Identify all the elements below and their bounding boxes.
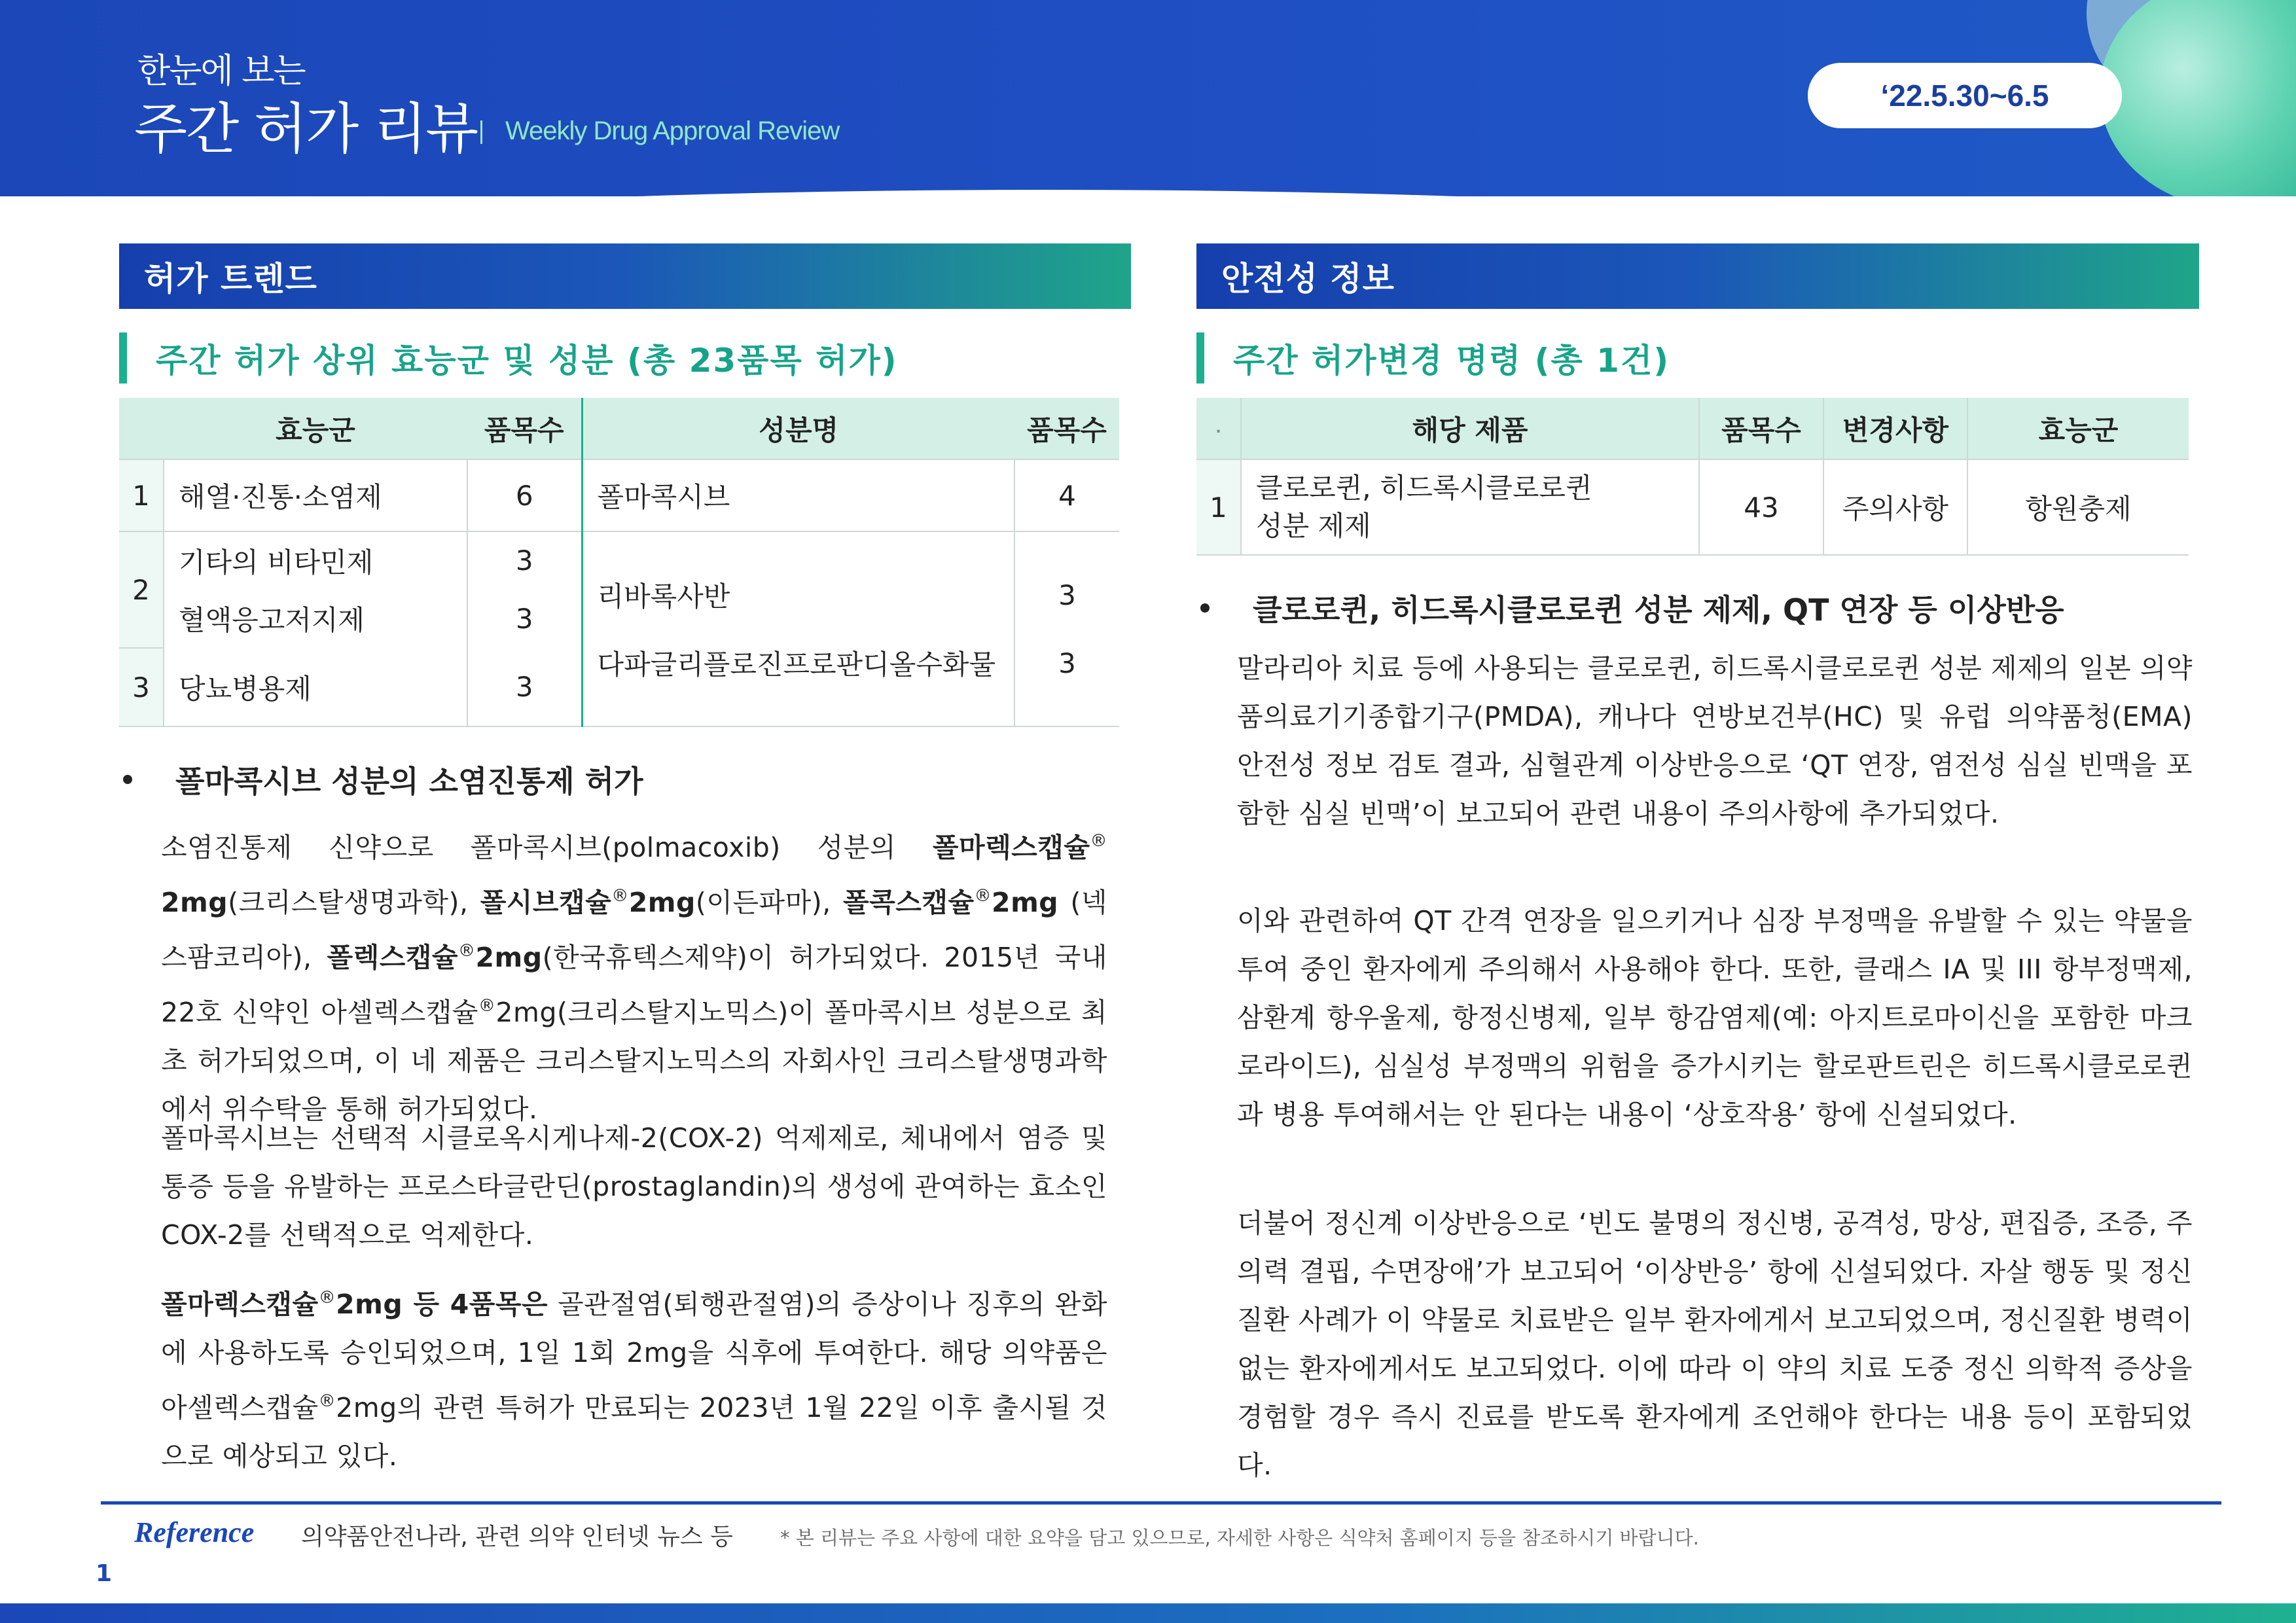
header-curve [0, 190, 2225, 196]
ingredient-list-cell [582, 531, 1014, 726]
paragraph [161, 1274, 1107, 1480]
text: 골관절염(퇴행관절염)의 증상이나 징후의 완화에 사용하도록 승인되었으며, 1일 1회 2mg을 식후에 투여한다. 해당 의약품은 아셀렉스캡슐 [161, 1289, 1107, 1423]
heading-marker [1196, 332, 1204, 383]
count-cell: 3 [467, 648, 582, 726]
table-header-blank: . [1196, 398, 1241, 459]
text: (크리스탈생명과학), [228, 887, 480, 918]
class-cell: 기타의 비타민제 [164, 531, 467, 589]
table-header: 해당 제품 [1241, 398, 1699, 459]
registered-mark: ® [1090, 831, 1107, 851]
date-range-badge [1808, 63, 2122, 128]
text: 2mg(크리스탈지노믹스)이 폴마콕시브 성분으로 최초 허가되었으며, 이 네 제품은 크리스탈지노믹스의 자회사인 크리스탈생명과학에서 위수탁을 통해 허가되었다. [161, 997, 1108, 1125]
ingredient-name: 다파글리플로진프로판디올수화물 [597, 649, 996, 681]
text: (이든파마), [695, 887, 844, 918]
table-header: 변경사항 [1823, 398, 1967, 459]
product-line: 성분 제제 [1256, 510, 1371, 542]
sub-heading-text: 주간 허가변경 명령 (총 1건) [1233, 342, 1670, 380]
product-name: 폴렉스캡슐 [327, 942, 459, 973]
section-title: 허가 트렌드 [144, 260, 317, 298]
class-cell: 당뇨병용제 [164, 648, 467, 726]
registered-mark: ® [458, 941, 476, 961]
sub-heading-top-classes [119, 332, 898, 383]
reference-note: * 본 리뷰는 주요 사항에 대한 요약을 담고 있으므로, 자세한 사항은 식약처 홈페이지 등을 참조하시기 바랍니다. [780, 1527, 1699, 1549]
ingredient-cell: 폴마콕시브 [582, 459, 1014, 531]
text: 소염진통제 신약으로 폴마콕시브(polmacoxib) 성분의 [161, 832, 933, 863]
section-bar-safety-info [1196, 243, 2199, 309]
section-title: 안전성 정보 [1221, 260, 1395, 298]
sub-heading-change-orders [1196, 332, 1670, 383]
bullet-heading-text: 클로로퀸, 히드록시클로로퀸 성분 제제, QT 연장 등 이상반응 [1253, 592, 2064, 628]
rank-cell: 3 [119, 648, 164, 726]
table-header-row [1196, 398, 2189, 459]
header-decoration-circle [2100, 0, 2296, 196]
product-dose: 2mg [628, 887, 696, 918]
count-cell: 43 [1699, 459, 1823, 555]
rank-cell: 2 [119, 531, 164, 648]
product-dose: 2mg [475, 942, 543, 973]
paragraph: 폴마콕시브는 선택적 시클로옥시게나제-2(COX-2) 억제제로, 체내에서 염증 및 통증 등을 유발하는 프로스타글란딘(prostaglandin)의 생성에 관여하는 효소인 COX-2를 선택적으로 억제한다. [161, 1122, 1107, 1251]
sub-heading-text: 주간 허가 상위 효능군 및 성분 (총 23품목 허가) [156, 342, 898, 380]
change-cell: 주의사항 [1823, 459, 1967, 555]
table-header: 품목수 [467, 398, 582, 459]
paragraph [161, 817, 1107, 1133]
heading-marker [119, 332, 127, 383]
bottom-band [0, 1603, 2296, 1623]
product-cell [1241, 459, 1699, 555]
registered-mark: ® [478, 996, 496, 1016]
registered-mark: ® [611, 886, 629, 906]
footer-divider [101, 1501, 2221, 1505]
table-row [119, 459, 1119, 531]
table-header: 품목수 [1699, 398, 1823, 459]
text: 2mg의 관련 특허가 만료되는 2023년 1월 22일 이후 출시될 것으로 예상되고 있다. [161, 1392, 1107, 1472]
paragraph: 이와 관련하여 QT 간격 연장을 일으키거나 심장 부정맥을 유발할 수 있는 약물을 투여 중인 환자에게 주의해서 사용해야 한다. 또한, 클래스 IA 및 III 항부정맥제, 삼환계 항우울제, 항정신병제, 일부 항감염제(예: 아지트로마이신을 포함한 마크로라이드), 심실성 부정맥의 위험을 증가시키는 할로판트린은 히드록시클로로퀸과 병용 투여해서는 안 된다는 내용이 ‘상호작용’ 항에 신설되었다. [1237, 905, 2193, 1130]
class-cell: 항원충제 [1967, 459, 2189, 555]
table-header: 효능군 [164, 398, 467, 459]
class-cell: 혈액응고저지제 [164, 589, 467, 648]
bullet-heading-text: 폴마콕시브 성분의 소염진통제 허가 [175, 764, 643, 799]
section-bar-approval-trend [119, 243, 1131, 309]
table-row [119, 531, 1119, 589]
table-row [1196, 459, 2189, 555]
class-cell: 해열·진통·소염제 [164, 459, 467, 531]
reference-text: 의약품안전나라, 관련 의약 인터넷 뉴스 등 [301, 1524, 733, 1550]
count-cell: 3 [467, 531, 582, 589]
table-header: 효능군 [1967, 398, 2189, 459]
product-dose: 2mg [161, 887, 228, 918]
count-value: 3 [1058, 579, 1076, 611]
page-number: 1 [96, 1560, 113, 1587]
count-cell: 4 [1014, 459, 1119, 531]
product-dose: 2mg [992, 887, 1059, 918]
rank-cell: 1 [119, 459, 164, 531]
bullet-dot [1200, 603, 1210, 613]
header-subtitle: 한눈에 보는 [137, 52, 305, 91]
registered-mark: ® [974, 886, 992, 906]
change-order-table [1196, 398, 2189, 556]
table-header-blank [119, 398, 164, 459]
paragraph: 말라리아 치료 등에 사용되는 클로로퀸, 히드록시클로로퀸 성분 제제의 일본 의약품의료기기종합기구(PMDA), 캐나다 연방보건부(HC) 및 유럽 의약품청(EMA) 안전성 정보 검토 결과, 심혈관계 이상반응으로 ‘QT 연장, 염전성 심실 빈맥을 포함한 심실 빈맥’이 보고되어 관련 내용이 주의사항에 추가되었다. [1237, 652, 2193, 829]
header-english-title: Weekly Drug Approval Review [505, 116, 840, 145]
table-header: 품목수 [1014, 398, 1119, 459]
product-name: 폴마렉스캡슐 [161, 1289, 319, 1320]
text: (넥스팜코리아), [161, 887, 1107, 973]
product-dose: 2mg 등 4품목은 [336, 1289, 548, 1320]
product-name: 폴마렉스캡슐 [932, 832, 1090, 863]
bullet-dot [123, 775, 132, 784]
table-header-row [119, 398, 1119, 459]
bullet-heading [119, 758, 643, 801]
approval-table [119, 398, 1119, 727]
count-cell: 6 [467, 459, 582, 531]
ingredient-count-list-cell [1014, 531, 1119, 726]
bullet-heading [1196, 586, 2064, 630]
date-range-text: ‘22.5.30~6.5 [1880, 79, 2049, 113]
header-title: 주간 허가 리뷰 [134, 97, 478, 161]
product-line: 클로로퀸, 히드록시클로로퀸 [1256, 472, 1592, 504]
rank-cell: 1 [1196, 459, 1241, 555]
registered-mark: ® [318, 1288, 336, 1308]
paragraph: 더불어 정신계 이상반응으로 ‘빈도 불명의 정신병, 공격성, 망상, 편집증, 조증, 주의력 결핍, 수면장애’가 보고되어 ‘이상반응’ 항에 신설되었다. 자살 행동 및 정신질환 사례가 이 약물로 치료받은 일부 환자에게서 보고되었으며, 정신질환 병력이 없는 환자에게서도 보고되었다. 이에 따라 이 약의 치료 도중 정신 의학적 증상을 경험할 경우 즉시 진료를 받도록 환자에게 조언해야 한다는 내용 등이 포함되었다. [1237, 1207, 2193, 1481]
text: (한국휴텍스제약)이 허가되었다. 2015년 국내 22호 신약인 아셀렉스캡슐 [161, 942, 1107, 1028]
reference-label: Reference [134, 1516, 255, 1548]
header-divider [480, 120, 482, 144]
count-value: 3 [1058, 647, 1076, 679]
count-cell: 3 [467, 589, 582, 648]
product-name: 폴콕스캡슐 [843, 887, 975, 918]
ingredient-name: 리바록사반 [597, 580, 730, 613]
table-header: 성분명 [582, 398, 1014, 459]
registered-mark: ® [318, 1391, 336, 1411]
product-name: 폴시브캡슐 [480, 887, 612, 918]
